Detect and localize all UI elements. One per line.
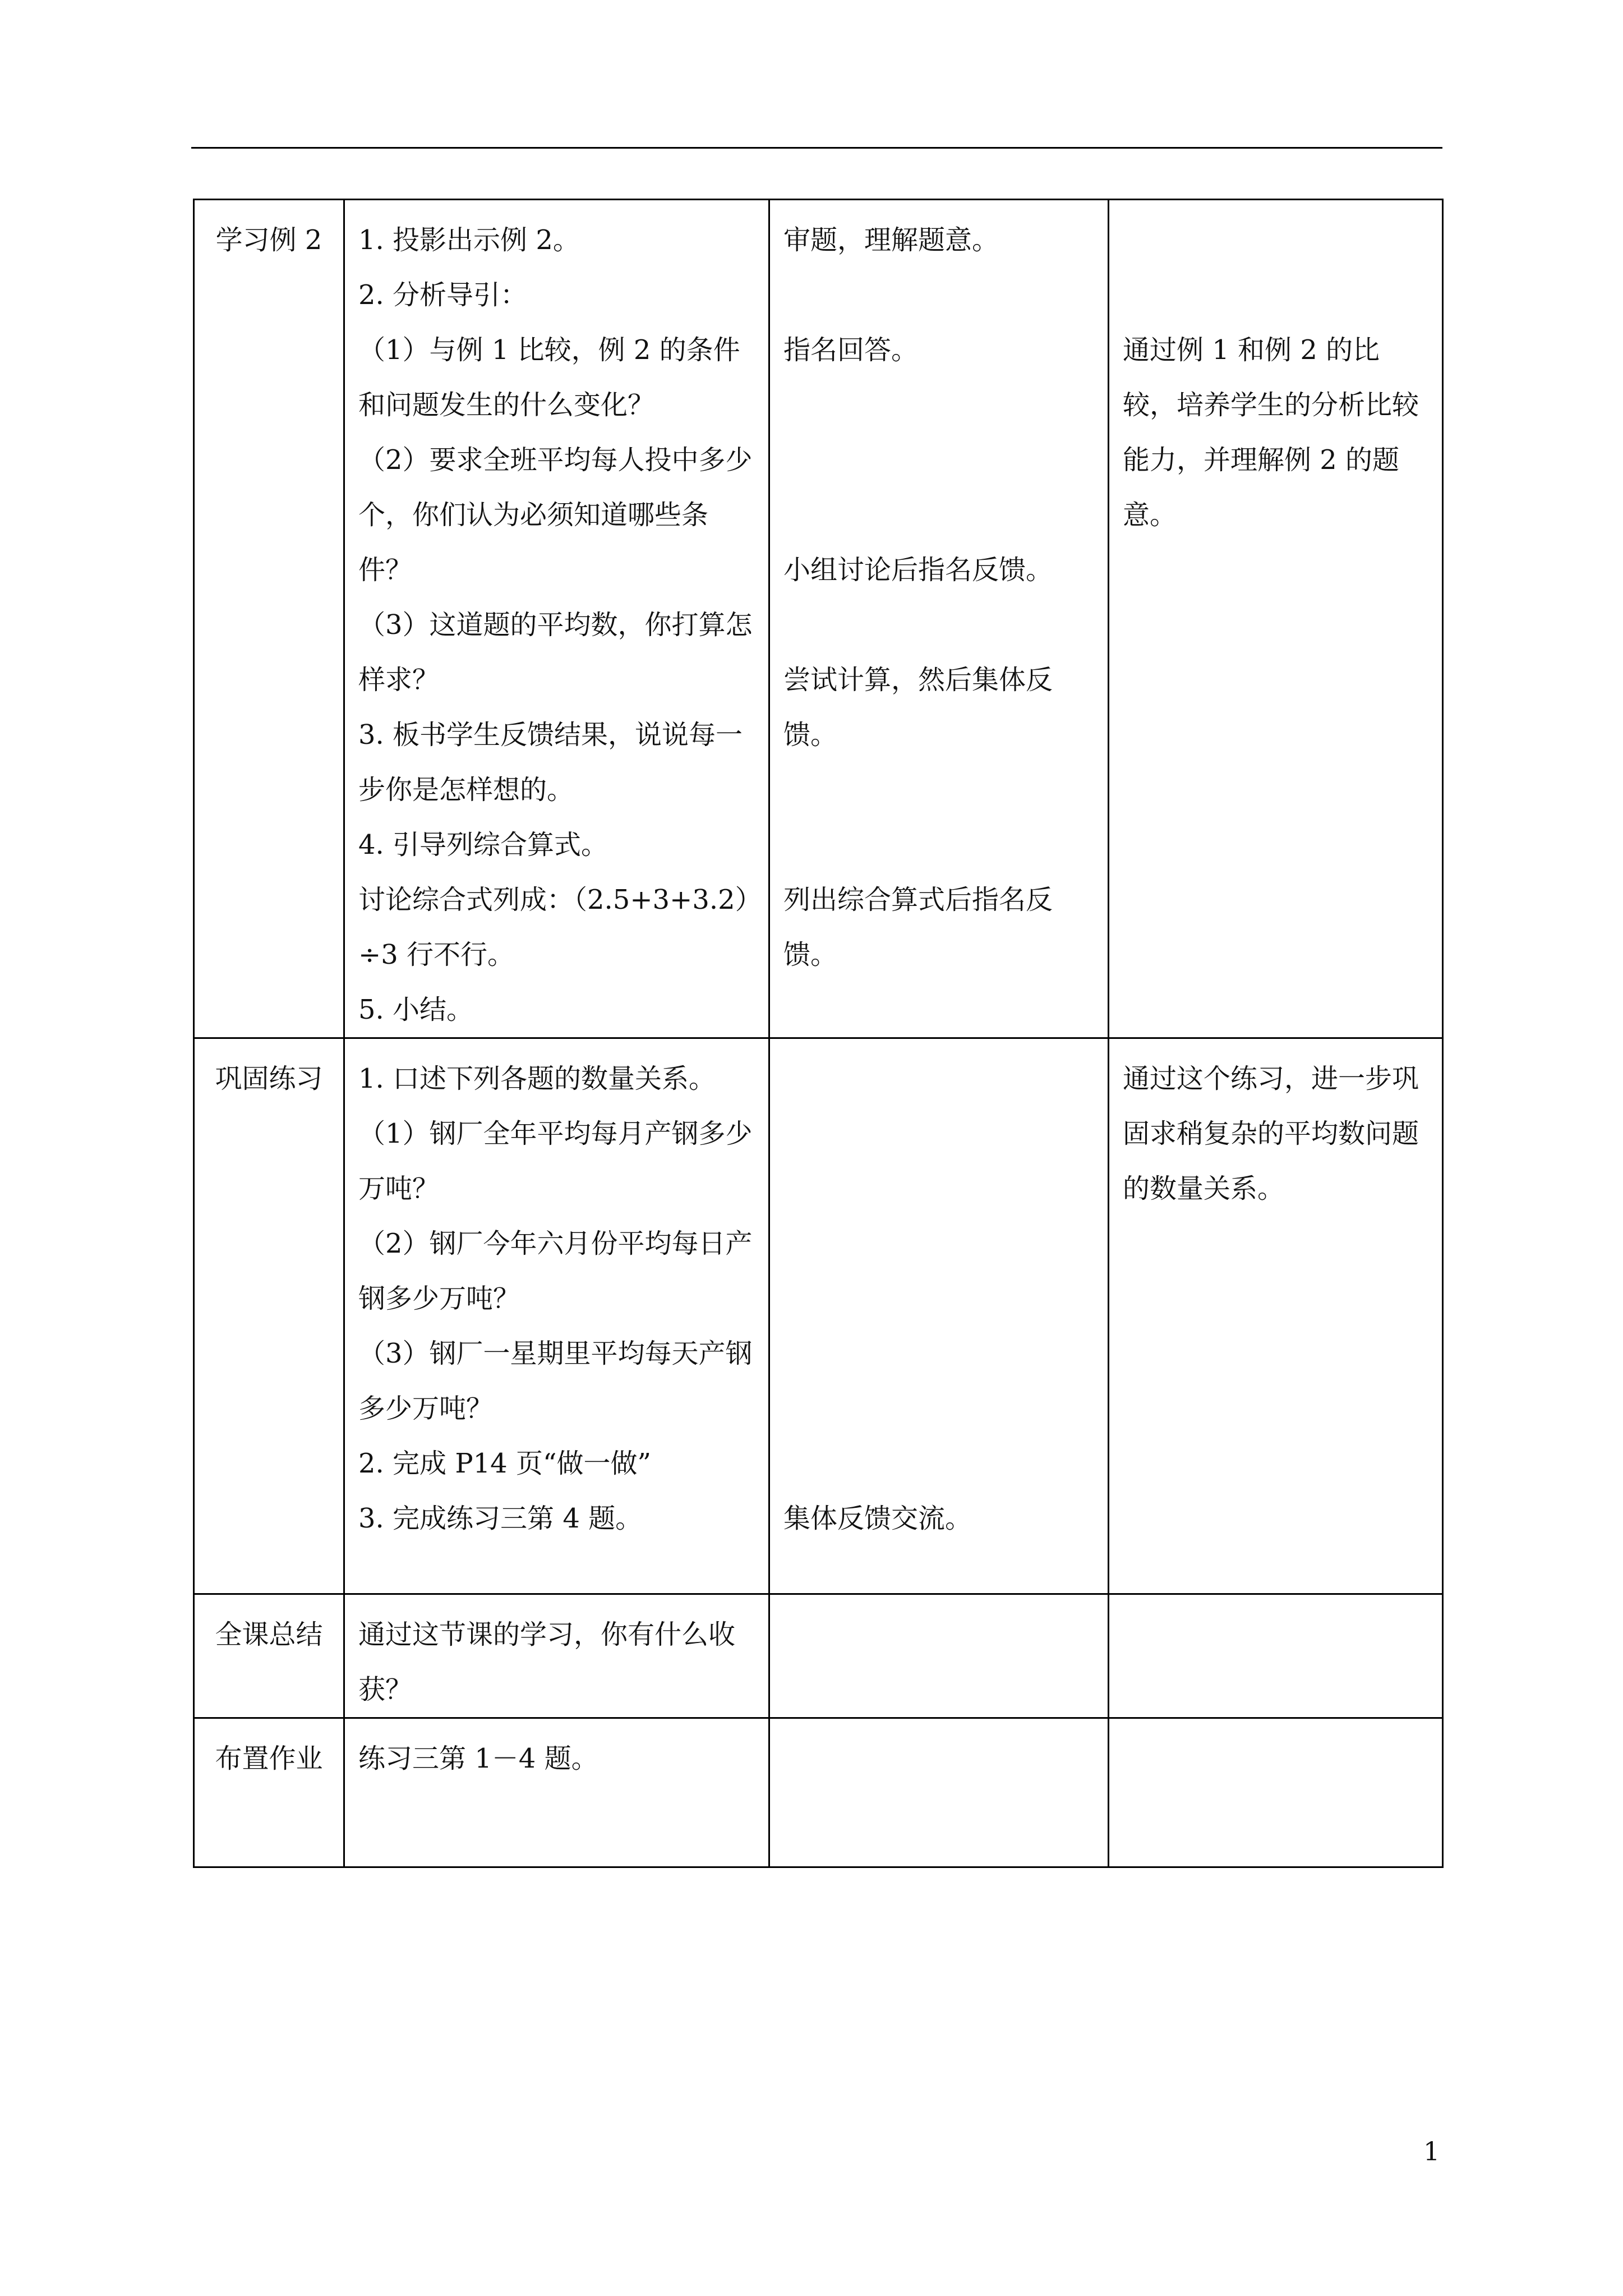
student-step: 集体反馈交流。 [783, 1503, 972, 1534]
student-step: 列出综合算式后指名反馈。 [783, 884, 1053, 970]
spacer [783, 1326, 1094, 1381]
spacer [783, 378, 1094, 432]
spacer [783, 1381, 1094, 1436]
design-intent-text: 通过这个练习，进一步巩固求稍复杂的平均数问题的数量关系。 [1123, 1063, 1419, 1204]
stage-label: 巩固练习 [215, 1063, 323, 1094]
stage-label: 布置作业 [215, 1743, 323, 1774]
teacher-step: 4. 引导列综合算式。 [358, 829, 608, 861]
spacer [783, 1271, 1094, 1326]
student-activity-cell [769, 1718, 1109, 1867]
stage-cell [194, 1718, 344, 1867]
spacer [783, 1106, 1094, 1161]
table-row-practice [194, 1038, 1443, 1594]
spacer [783, 1051, 1094, 1106]
student-step: 指名回答。 [783, 334, 919, 366]
page-number: 1 [1423, 2136, 1440, 2166]
design-intent-cell [1109, 1594, 1443, 1718]
stage-label: 全课总结 [215, 1619, 323, 1650]
teacher-activity-cell [344, 1594, 769, 1718]
design-intent-text: 通过例 1 和例 2 的比较，培养学生的分析比较能力，并理解例 2 的题意。 [1123, 334, 1419, 531]
teacher-step: 1. 投影出示例 2。 [358, 224, 580, 256]
design-intent-cell [1109, 200, 1443, 1038]
teacher-step: 2. 分析导引： [358, 279, 528, 311]
teacher-step: 2. 完成 P14 页“做一做” [358, 1448, 652, 1479]
spacer [783, 762, 1094, 817]
teacher-step: （2）钢厂今年六月份平均每日产钢多少万吨？ [358, 1228, 753, 1314]
spacer [783, 597, 1094, 652]
stage-cell [194, 1594, 344, 1718]
spacer [783, 1216, 1094, 1271]
spacer [783, 268, 1094, 323]
student-activity-cell [769, 1038, 1109, 1594]
spacer [783, 1436, 1094, 1491]
teacher-step: 通过这节课的学习，你有什么收获？ [358, 1619, 736, 1705]
student-activity-cell [769, 1594, 1109, 1718]
design-intent-cell [1109, 1038, 1443, 1594]
teacher-step: （1）与例 1 比较，例 2 的条件和问题发生的什么变化？ [358, 334, 740, 421]
teacher-step: 讨论综合式列成：（2.5+3+3.2）÷3 行不行。 [358, 884, 749, 970]
spacer [783, 487, 1094, 542]
table-row-homework [194, 1718, 1443, 1867]
teacher-step: （3）钢厂一星期里平均每天产钢多少万吨？ [358, 1338, 753, 1424]
teacher-step: （3）这道题的平均数，你打算怎样求？ [358, 609, 753, 696]
teacher-step: 5. 小结。 [358, 994, 474, 1025]
teacher-step: （2）要求全班平均每人投中多少个，你们认为必须知道哪些条件？ [358, 444, 753, 586]
header-rule [191, 147, 1442, 149]
teacher-step: 练习三第 1－4 题。 [358, 1743, 598, 1774]
spacer [783, 1161, 1094, 1216]
student-step: 审题，理解题意。 [783, 224, 999, 256]
teacher-activity-cell [344, 1038, 769, 1594]
stage-cell [194, 1038, 344, 1594]
lesson-plan-table [193, 199, 1444, 1868]
teacher-activity-cell [344, 200, 769, 1038]
teacher-step: 3. 板书学生反馈结果，说说每一步你是怎样想的。 [358, 719, 743, 806]
student-step: 小组讨论后指名反馈。 [783, 554, 1053, 586]
teacher-step: 3. 完成练习三第 4 题。 [358, 1503, 643, 1534]
design-intent-cell [1109, 1718, 1443, 1867]
spacer [783, 432, 1094, 487]
teacher-step: （1）钢厂全年平均每月产钢多少万吨？ [358, 1118, 753, 1204]
student-step: 尝试计算，然后集体反馈。 [783, 664, 1053, 751]
stage-label: 学习例 2 [215, 224, 322, 256]
teacher-step: 1. 口述下列各题的数量关系。 [358, 1063, 716, 1094]
spacer [1123, 268, 1428, 323]
stage-cell [194, 200, 344, 1038]
student-activity-cell [769, 200, 1109, 1038]
spacer [783, 817, 1094, 872]
spacer [1123, 213, 1428, 268]
teacher-activity-cell [344, 1718, 769, 1867]
table-row-summary [194, 1594, 1443, 1718]
table-row-example-2 [194, 200, 1443, 1038]
